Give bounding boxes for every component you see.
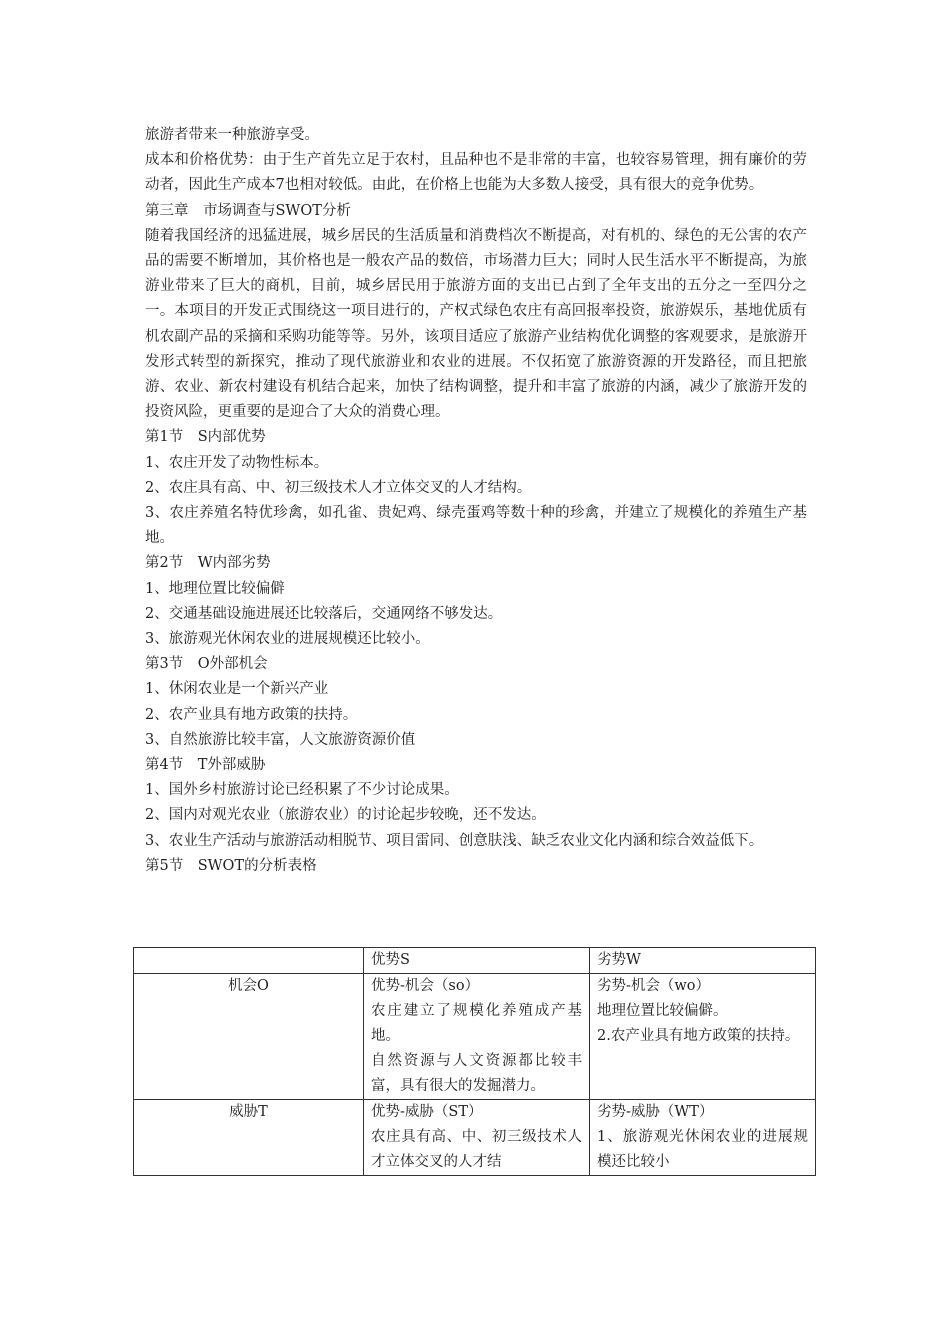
cell-wt xyxy=(590,1100,816,1176)
cell-st-line: 农庄具有高、中、初三级技术人才立体交叉的人才结 xyxy=(371,1129,582,1170)
strength-item-2: 2、农庄具有高、中、初三级技术人才立体交叉的人才结构。 xyxy=(145,479,532,496)
table-row-threat xyxy=(134,1100,816,1176)
section-5-title: 第5节 SWOT的分析表格 xyxy=(145,857,317,874)
opportunity-item-1: 1、休闲农业是一个新兴产业 xyxy=(145,681,329,698)
swot-table xyxy=(133,947,816,1176)
cell-wo xyxy=(590,974,816,1100)
row-label-opportunity: 机会O xyxy=(134,974,364,1100)
cell-wo-line: 2.农产业具有地方政策的扶持。 xyxy=(597,1028,800,1044)
cell-so-line: 自然资源与人文资源都比较丰富，具有很大的发掘潜力。 xyxy=(371,1053,582,1094)
cell-wt-title: 劣势-威胁（WT） xyxy=(597,1104,714,1120)
table-row-opportunity xyxy=(134,974,816,1100)
row-label-threat: 威胁T xyxy=(134,1100,364,1176)
table-header-strength: 优势S xyxy=(364,948,590,974)
table-header-row xyxy=(134,948,816,974)
opportunity-item-3: 3、自然旅游比较丰富，人文旅游资源价值 xyxy=(145,731,416,748)
cell-wo-line: 地理位置比较偏僻。 xyxy=(597,1003,728,1019)
cell-so-title: 优势-机会（so） xyxy=(371,978,480,994)
threat-item-3: 3、农业生产活动与旅游活动相脱节、项目雷同、创意肤浅、缺乏农业文化内涵和综合效益低下。 xyxy=(145,832,764,849)
cell-so-line: 农庄建立了规模化养殖成产基地。 xyxy=(371,1003,582,1044)
cell-st-title: 优势-威胁（ST） xyxy=(371,1104,483,1120)
paragraph-cost-price-advantage: 成本和价格优势：由于生产首先立足于农村，且品种也不是非常的丰富，也较容易管理，拥有廉价的劳动者，因此生产成本7也相对较低。由此，在价格上也能为大多数人接受，具有很大的竞争优势。 xyxy=(145,152,807,194)
section-2-title: 第2节 W内部劣势 xyxy=(145,555,271,572)
table-header-weakness: 劣势W xyxy=(590,948,816,974)
cell-wo-title: 劣势-机会（wo） xyxy=(597,978,711,994)
chapter-3-title: 第三章 市场调查与SWOT分析 xyxy=(145,202,351,219)
cell-so xyxy=(364,974,590,1100)
cell-wt-line: 1、旅游观光休闲农业的进展规模还比较小 xyxy=(597,1129,808,1170)
weakness-item-1: 1、地理位置比较偏僻 xyxy=(145,580,285,597)
strength-item-3: 3、农庄养殖名特优珍禽，如孔雀、贵妃鸡、绿壳蛋鸡等数十种的珍禽，并建立了规模化的养殖生产基地。 xyxy=(145,505,807,547)
threat-item-2: 2、国内对观光农业（旅游农业）的讨论起步较晚，还不发达。 xyxy=(145,807,546,824)
paragraph-tourism-enjoyment: 旅游者带来一种旅游享受。 xyxy=(145,127,319,143)
weakness-item-3: 3、旅游观光休闲农业的进展规模还比较小。 xyxy=(145,631,430,648)
threat-item-1: 1、国外乡村旅游讨论已经积累了不少讨论成果。 xyxy=(145,782,459,799)
table-header-empty xyxy=(134,948,364,974)
opportunity-item-2: 2、农产业具有地方政策的扶持。 xyxy=(145,706,358,723)
section-3-title: 第3节 O外部机会 xyxy=(145,656,268,673)
paragraph-market-research: 随着我国经济的迅猛进展，城乡居民的生活质量和消费档次不断提高，对有机的、绿色的无公害的农产品的需要不断增加，其价格也是一般农产品的数倍，市场潜力巨大；同时人民生活水平不断提高，为旅游业带来了巨大的商机，目前，城乡居民用于旅游方面的支出已占到了全年支出的五分之一至四分之一。本项目的开发正式围绕这一项目进行的，产权式绿色农庄有高回报率投资，旅游娱乐，基地优质有机农副产品的采摘和采购功能等等。另外，该项目适应了旅游产业结构优化调整的客观要求，是旅游开发形式转型的新探究，推动了现代旅游业和农业的进展。不仅拓宽了旅游资源的开发路径，而且把旅游、农业、新农村建设有机结合起来，加快了结构调整，提升和丰富了旅游的内涵，减少了旅游开发的投资风险，更重要的是迎合了大众的消费心理。 xyxy=(145,227,807,421)
section-4-title: 第4节 T外部威胁 xyxy=(145,757,266,774)
cell-st xyxy=(364,1100,590,1176)
document-body xyxy=(145,123,807,879)
strength-item-1: 1、农庄开发了动物性标本。 xyxy=(145,454,329,471)
section-1-title: 第1节 S内部优势 xyxy=(145,429,266,446)
weakness-item-2: 2、交通基础设施进展还比较落后，交通网络不够发达。 xyxy=(145,605,503,622)
